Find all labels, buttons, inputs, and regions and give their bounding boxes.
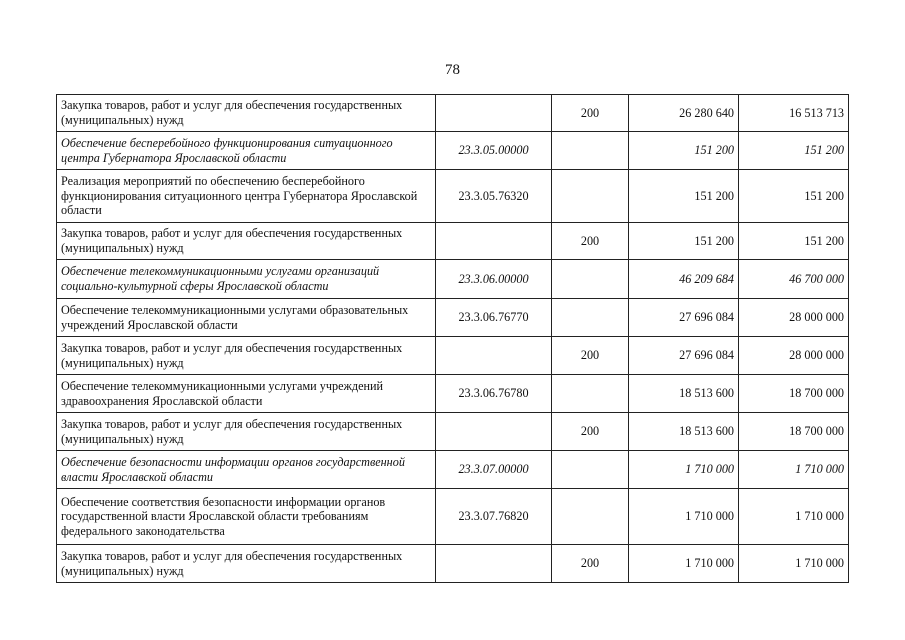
table-row — [57, 413, 849, 451]
row-expense-type — [552, 299, 629, 337]
row-code — [436, 223, 552, 260]
row-sum-year-1: 27 696 084 — [629, 337, 739, 375]
row-code — [436, 545, 552, 583]
row-name: Обеспечение соответствия безопасности информации органов государственной власти Ярославской области требованиям федерального законодательства — [57, 489, 436, 545]
row-code: 23.3.07.76820 — [436, 489, 552, 545]
table-row — [57, 489, 849, 545]
row-sum-year-1: 18 513 600 — [629, 413, 739, 451]
row-sum-year-2: 28 000 000 — [739, 337, 849, 375]
row-expense-type — [552, 170, 629, 223]
row-code — [436, 413, 552, 451]
table-row — [57, 95, 849, 132]
row-name: Закупка товаров, работ и услуг для обеспечения государственных (муниципальных) нужд — [57, 95, 436, 132]
row-name: Закупка товаров, работ и услуг для обеспечения государственных (муниципальных) нужд — [57, 413, 436, 451]
row-expense-type: 200 — [552, 95, 629, 132]
row-sum-year-2: 28 000 000 — [739, 299, 849, 337]
row-code — [436, 95, 552, 132]
row-name: Закупка товаров, работ и услуг для обеспечения государственных (муниципальных) нужд — [57, 545, 436, 583]
row-expense-type: 200 — [552, 545, 629, 583]
page-number: 78 — [445, 62, 460, 78]
row-sum-year-2: 1 710 000 — [739, 451, 849, 489]
row-code — [436, 337, 552, 375]
row-expense-type — [552, 260, 629, 299]
row-sum-year-1: 1 710 000 — [629, 489, 739, 545]
table-row — [57, 337, 849, 375]
row-name: Обеспечение телекоммуникационными услугами образовательных учреждений Ярославской области — [57, 299, 436, 337]
row-code: 23.3.05.00000 — [436, 132, 552, 170]
row-sum-year-1: 46 209 684 — [629, 260, 739, 299]
row-sum-year-2: 46 700 000 — [739, 260, 849, 299]
row-expense-type — [552, 451, 629, 489]
row-name: Реализация мероприятий по обеспечению бесперебойного функционирования ситуационного центра Губернатора Ярославской области — [57, 170, 436, 223]
row-name: Обеспечение телекоммуникационными услугами организаций социально-культурной сферы Ярославской области — [57, 260, 436, 299]
row-expense-type: 200 — [552, 337, 629, 375]
row-sum-year-2: 151 200 — [739, 170, 849, 223]
table-row — [57, 132, 849, 170]
row-name: Обеспечение телекоммуникационными услугами учреждений здравоохранения Ярославской области — [57, 375, 436, 413]
row-sum-year-2: 18 700 000 — [739, 375, 849, 413]
table-row — [57, 545, 849, 583]
row-expense-type — [552, 489, 629, 545]
row-sum-year-2: 1 710 000 — [739, 489, 849, 545]
row-code: 23.3.06.76780 — [436, 375, 552, 413]
row-sum-year-2: 18 700 000 — [739, 413, 849, 451]
row-name: Обеспечение безопасности информации органов государственной власти Ярославской области — [57, 451, 436, 489]
row-sum-year-2: 151 200 — [739, 132, 849, 170]
row-sum-year-1: 1 710 000 — [629, 545, 739, 583]
row-sum-year-1: 151 200 — [629, 132, 739, 170]
row-expense-type: 200 — [552, 413, 629, 451]
row-code: 23.3.06.76770 — [436, 299, 552, 337]
row-sum-year-1: 26 280 640 — [629, 95, 739, 132]
row-expense-type — [552, 375, 629, 413]
row-sum-year-1: 18 513 600 — [629, 375, 739, 413]
table-row — [57, 170, 849, 223]
row-name: Закупка товаров, работ и услуг для обеспечения государственных (муниципальных) нужд — [57, 223, 436, 260]
row-name: Закупка товаров, работ и услуг для обеспечения государственных (муниципальных) нужд — [57, 337, 436, 375]
row-sum-year-2: 151 200 — [739, 223, 849, 260]
row-sum-year-2: 16 513 713 — [739, 95, 849, 132]
table-row — [57, 260, 849, 299]
row-name: Обеспечение бесперебойного функционирования ситуационного центра Губернатора Ярославской области — [57, 132, 436, 170]
row-expense-type — [552, 132, 629, 170]
row-code: 23.3.07.00000 — [436, 451, 552, 489]
table-row — [57, 451, 849, 489]
budget-table-body — [57, 95, 849, 583]
row-expense-type: 200 — [552, 223, 629, 260]
row-code: 23.3.05.76320 — [436, 170, 552, 223]
row-code: 23.3.06.00000 — [436, 260, 552, 299]
row-sum-year-1: 1 710 000 — [629, 451, 739, 489]
row-sum-year-2: 1 710 000 — [739, 545, 849, 583]
row-sum-year-1: 27 696 084 — [629, 299, 739, 337]
table-row — [57, 223, 849, 260]
table-row — [57, 375, 849, 413]
table-row — [57, 299, 849, 337]
budget-table — [56, 94, 849, 583]
row-sum-year-1: 151 200 — [629, 223, 739, 260]
row-sum-year-1: 151 200 — [629, 170, 739, 223]
